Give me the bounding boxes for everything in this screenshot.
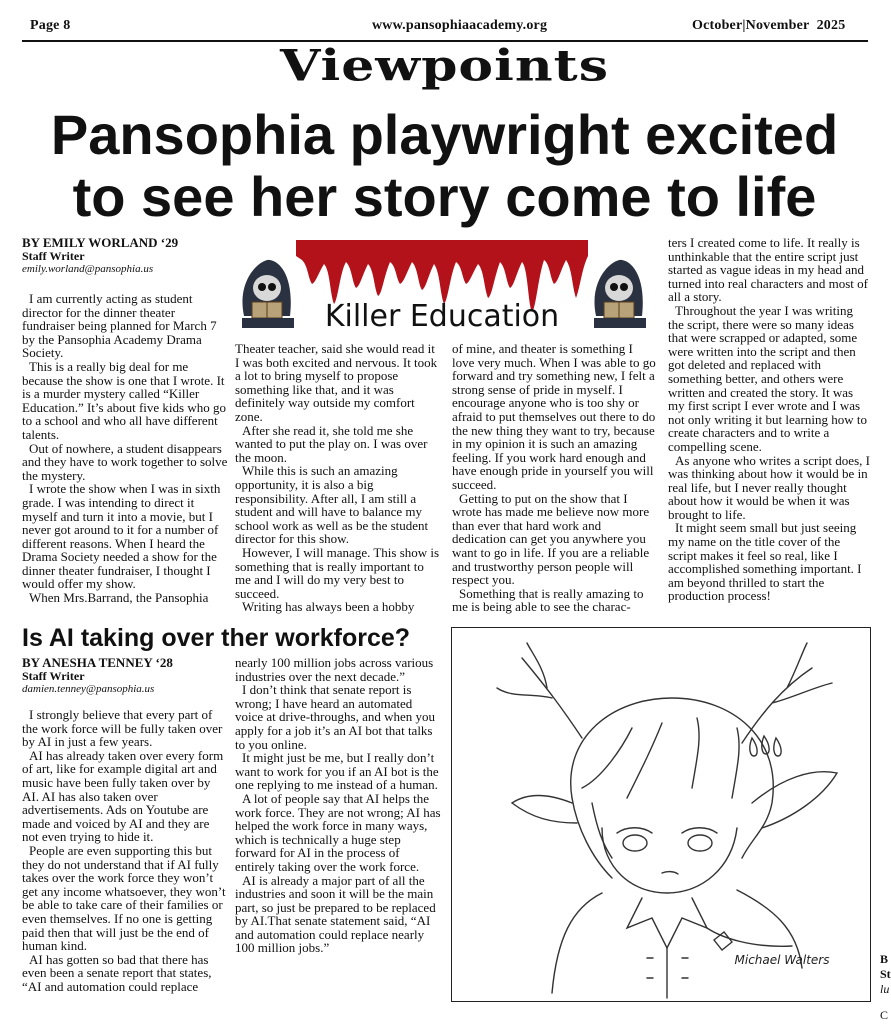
killer-education-graphic [232, 238, 652, 338]
paragraph: It might seem small but just seeing my name on the title cover of the script makes it feel so real, like I accomplished something important. I am beyond thrilled to start the production process! [668, 520, 862, 604]
article2-headline: Is AI taking over ther workforce? [22, 624, 411, 652]
paragraph: Theater teacher, said she would read it I was both excited and nervous. It took a lot to bring myself to propose something like that, and it was definitely way outside my comfort zone. [235, 341, 438, 424]
article1-column-4 [668, 236, 870, 603]
paragraph: Getting to put on the show that I wrote has made me believe now more than ever that hard work and dedication can get you anywhere you want to go in life. If you are a reliable and trustworthy person people will respect you. [452, 490, 650, 588]
character-sketch [452, 628, 870, 1001]
paragraph: AI has already taken over every form of art, like for example digital art and music have been fully taken over by AI. AI has also taken over advertisements. Ads on Youtube are made and voiced by AI and they are not even trying to hide it. [22, 747, 224, 845]
article1-headline-line1: Pansophia playwright excited [50, 103, 839, 166]
edge-fragment-a: B [880, 952, 889, 966]
paragraph: It might just be me, but I really don’t want to work for you if an AI bot is the one replying to me instead of a human. [235, 750, 439, 793]
section-title: Viewpoints [280, 41, 609, 92]
artist-signature: Michael Walters [734, 953, 830, 967]
article1-column-3 [452, 342, 658, 614]
paragraph: of mine, and theater is something I love very much. When I was able to go forward and try something new, I felt a strong sense of pride in myself. I encourage anyone who is too shy or afraid to put themselves out there to do the new thing they want to try, because in my opinion it is such an amazing feeling. If you work hard enough and have enough pride in yourself you will succeed. [452, 341, 656, 492]
paragraph: As anyone who writes a script does, I was thinking about how it would be in real life, but I never really thought about how it would be when it was brought to life. [668, 452, 870, 522]
website-url[interactable]: www.pansophiaacademy.org [372, 18, 548, 33]
reaper-left-icon [242, 260, 294, 328]
article2-role: Staff Writer [22, 669, 85, 683]
paragraph: People are even supporting this but they do not understand that if AI fully takes over the work force they won’t get any income whatsoever, they won’t be able to take care of their families or even themselves. If no one is getting paid then that will just be the end of human kind. [22, 842, 226, 954]
edge-fragment-d: C [880, 1008, 889, 1022]
blood-drip-banner [232, 238, 652, 338]
paragraph: Out of nowhere, a student disappears and they have to work together to solve the mystery. [22, 440, 228, 483]
article2-byline: BY ANESHA TENNEY ‘28 [22, 655, 173, 670]
article2-email[interactable]: damien.tenney@pansophia.us [22, 683, 155, 695]
paragraph: I don’t think that senate report is wrong; I have heard an automated voice at drive-throughs, and when you apply for a job it’s an AI bot that talks to you online. [235, 682, 436, 752]
article1-byline-block [22, 236, 222, 276]
paragraph: Throughout the year I was writing the script, there were so many ideas that were scrapped or adapted, some were written into the script and then got deleted and replaced with something better, and others were written and created the story. It was my first script I ever wrote and I was not only writing it but learning how to create characters and to write a compelling scene. [668, 302, 867, 454]
article1-email[interactable]: emily.worland@pansophia.us [22, 263, 154, 275]
paragraph: ters I created come to life. It really is unthinkable that the entire script just started as vague ideas in my head and turned into real characters and most of all a story. [668, 235, 868, 305]
article2-column-1 [22, 708, 228, 993]
paragraph: Something that is really amazing to me is being able to see the charac- [452, 585, 644, 615]
paragraph: A lot of people say that AI helps the work force. They are not wrong; AI has helped the work force in many ways, which is technically a huge step forward for AI in the process of entirely taking over the work force. [235, 790, 441, 874]
paragraph: AI has gotten so bad that there has even been a senate report that states, “AI and automation could replace [22, 951, 212, 994]
article2-column-2 [235, 656, 441, 955]
article1-column-2 [235, 342, 440, 614]
issue-date: October|November 2025 [692, 18, 846, 33]
pencil-drawing [451, 627, 871, 1002]
paragraph: AI is already a major part of all the industries and soon it will be the main part, so just be prepared to be replaced by AI.That senate statement said, “AI and automation could replace nearly 100 million jobs.” [235, 872, 436, 956]
article2-byline-block [22, 656, 232, 696]
paragraph: I strongly believe that every part of the work force will be fully taken over by AI in just a few years. [22, 707, 223, 750]
paragraph: When Mrs.Barrand, the Pansophia [29, 590, 209, 606]
article1-headline-line2: to see her story come to life [72, 165, 817, 228]
paragraph: Writing has always been a hobby [242, 599, 415, 615]
paragraph: nearly 100 million jobs across various industries over the next decade.” [235, 655, 434, 684]
paragraph: I wrote the show when I was in sixth grade. I was intending to direct it myself and turn it into a movie, but I never got around to it for a number of different reasons. When I heard the Drama Society needed a show for the dinner theater fundraiser, I thought I would offer my show. [22, 481, 221, 592]
paragraph: I am currently acting as student director for the dinner theater fundraiser being planned for March 7 by the Pansophia Academy Drama Society. [22, 291, 217, 361]
paragraph: This is a really big deal for me because the show is one that I wrote. It is a murder mystery called “Killer Education.” It’s about five kids who go to a school and who all have different talents. [22, 358, 226, 442]
reaper-right-icon [594, 260, 646, 328]
page-number: Page 8 [30, 18, 71, 33]
article1-byline: BY EMILY WORLAND ‘29 [22, 235, 179, 250]
graphic-title: Killer Education [324, 299, 560, 334]
paragraph: After she read it, she told me she wanted to put the play on. I was over the moon. [235, 422, 428, 465]
paragraph: While this is such an amazing opportunity, it is also a big responsibility. After all, I am still a student and will have to balance my school work as well as be the student director for this show. [235, 463, 429, 547]
paragraph: However, I will manage. This show is something that is really important to me and I will do my very best to succeed. [235, 544, 440, 601]
edge-fragment-c: lu [880, 982, 890, 996]
article1-column-1 [22, 292, 228, 605]
article1-role: Staff Writer [22, 249, 85, 263]
edge-fragment-b: St [880, 967, 891, 981]
